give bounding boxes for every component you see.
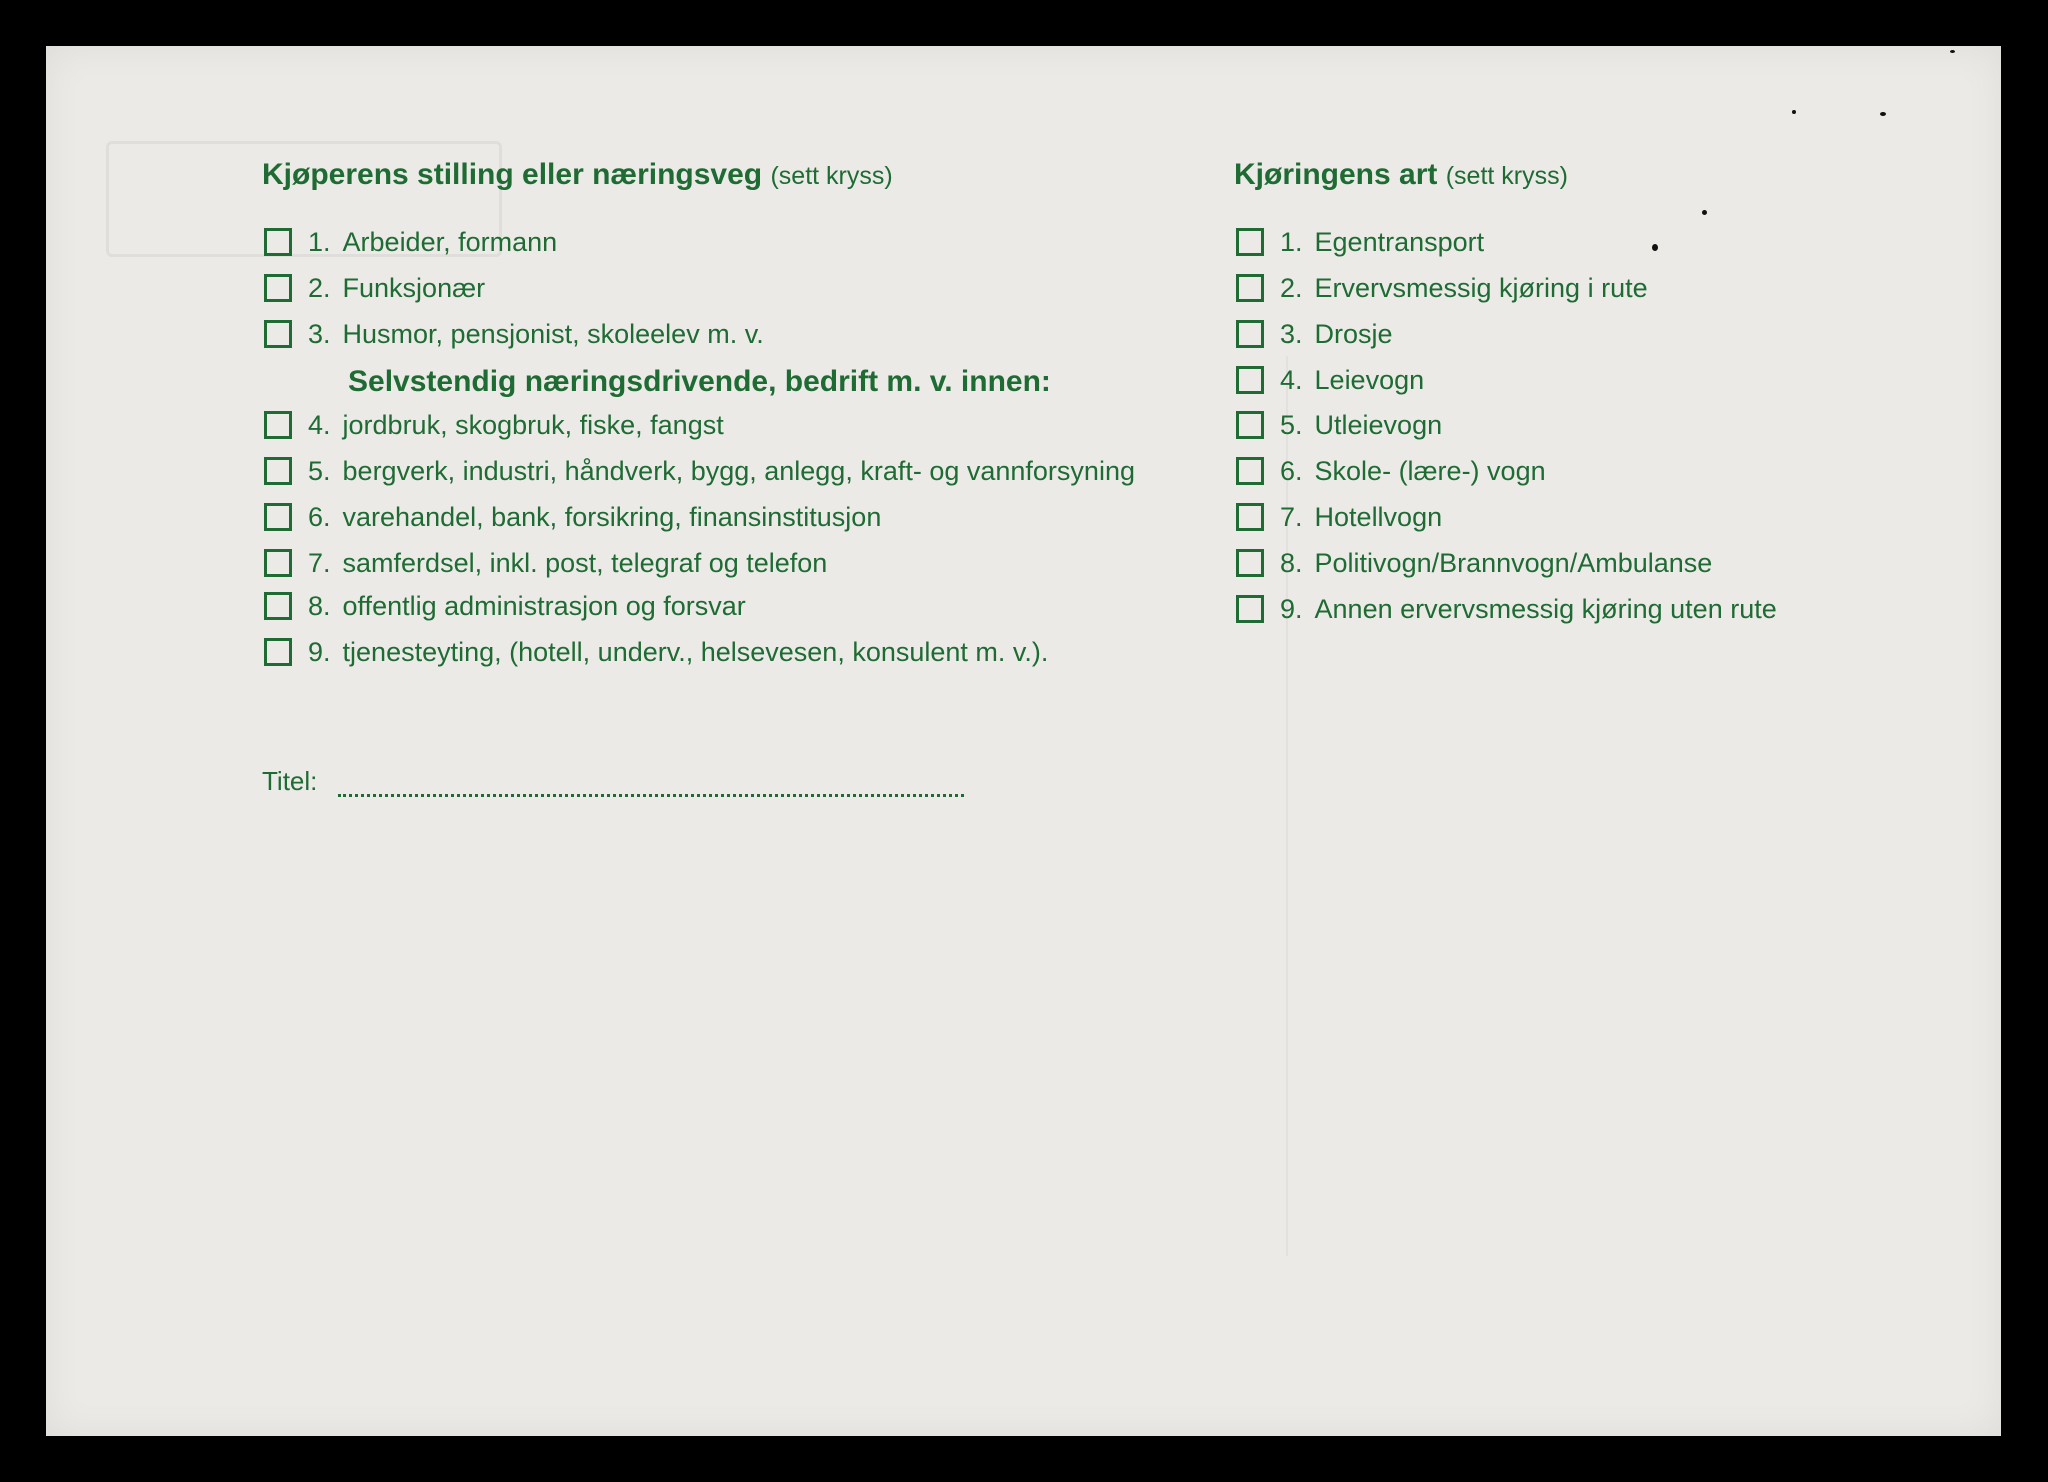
option-number: 1. (308, 226, 331, 257)
option-number: 9. (308, 636, 331, 667)
driving-option-1[interactable] (1236, 222, 1484, 262)
checkbox[interactable] (1236, 366, 1264, 394)
checkbox[interactable] (1236, 411, 1264, 439)
option-number: 6. (1280, 455, 1303, 486)
scan-speck (1950, 50, 1955, 53)
option-label: Politivogn/Brannvogn/Ambulanse (1314, 547, 1713, 578)
option-number: 4. (1280, 364, 1303, 395)
option-label: Arbeider, formann (342, 226, 558, 257)
option-label: Husmor, pensjonist, skoleelev m. v. (342, 318, 764, 349)
buyer-option-4[interactable] (264, 405, 724, 445)
checkbox[interactable] (264, 228, 292, 256)
buyer-option-5[interactable] (264, 451, 1135, 491)
option-label: Funksjonær (342, 272, 486, 303)
buyer-section-title (262, 158, 893, 192)
checkbox[interactable] (264, 457, 292, 485)
checkbox[interactable] (264, 320, 292, 348)
scan-speck (1652, 244, 1658, 251)
option-number: 5. (1280, 409, 1303, 440)
checkbox[interactable] (1236, 274, 1264, 302)
option-number: 7. (308, 547, 331, 578)
option-label: tjenesteyting, (hotell, underv., helsevesen, konsulent m. v.). (342, 636, 1049, 667)
buyer-option-7[interactable] (264, 543, 827, 583)
scan-speck (1702, 210, 1707, 215)
driving-section-hint: (sett kryss) (1445, 162, 1568, 190)
option-label: varehandel, bank, forsikring, finansinstitusjon (342, 501, 882, 532)
checkbox[interactable] (1236, 320, 1264, 348)
option-number: 2. (1280, 272, 1303, 303)
buyer-option-8[interactable] (264, 586, 746, 626)
option-label: bergverk, industri, håndverk, bygg, anlegg, kraft- og vannforsyning (342, 455, 1135, 486)
titel-label: Titel: (262, 766, 318, 796)
option-label: Egentransport (1314, 226, 1485, 257)
option-label: jordbruk, skogbruk, fiske, fangst (342, 409, 724, 440)
option-number: 5. (308, 455, 331, 486)
checkbox[interactable] (1236, 549, 1264, 577)
driving-option-3[interactable] (1236, 314, 1393, 354)
option-label: Utleievogn (1314, 409, 1443, 440)
driving-option-9[interactable] (1236, 589, 1777, 629)
buyer-option-9[interactable] (264, 632, 1048, 672)
checkbox[interactable] (1236, 595, 1264, 623)
bleed-through-rule (1286, 356, 1928, 1256)
business-subheading: Selvstendig næringsdrivende, bedrift m. v. innen: (348, 365, 1051, 398)
titel-input-line[interactable] (338, 794, 964, 797)
option-label: Hotellvogn (1314, 501, 1443, 532)
driving-option-6[interactable] (1236, 451, 1546, 491)
driving-option-5[interactable] (1236, 405, 1442, 445)
option-number: 6. (308, 501, 331, 532)
checkbox[interactable] (1236, 503, 1264, 531)
option-label: Skole- (lære-) vogn (1314, 455, 1546, 486)
option-label: offentlig administrasjon og forsvar (342, 590, 746, 621)
driving-section-title (1234, 158, 1568, 192)
buyer-option-2[interactable] (264, 268, 485, 308)
checkbox[interactable] (264, 549, 292, 577)
driving-option-2[interactable] (1236, 268, 1648, 308)
option-number: 3. (308, 318, 331, 349)
buyer-section-hint: (sett kryss) (770, 162, 893, 190)
option-number: 2. (308, 272, 331, 303)
checkbox[interactable] (1236, 228, 1264, 256)
option-label: Drosje (1314, 318, 1393, 349)
buyer-section-title-text: Kjøperens stilling eller næringsveg (262, 158, 763, 191)
option-label: samferdsel, inkl. post, telegraf og telefon (342, 547, 828, 578)
option-number: 3. (1280, 318, 1303, 349)
option-number: 1. (1280, 226, 1303, 257)
scan-speck (1792, 110, 1796, 114)
option-number: 9. (1280, 593, 1303, 624)
checkbox[interactable] (264, 638, 292, 666)
driving-option-7[interactable] (1236, 497, 1442, 537)
checkbox[interactable] (264, 503, 292, 531)
checkbox[interactable] (264, 592, 292, 620)
option-number: 7. (1280, 501, 1303, 532)
option-label: Leievogn (1314, 364, 1425, 395)
option-number: 8. (308, 590, 331, 621)
option-number: 8. (1280, 547, 1303, 578)
checkbox[interactable] (264, 274, 292, 302)
option-label: Ervervsmessig kjøring i rute (1314, 272, 1648, 303)
driving-section-title-text: Kjøringens art (1234, 158, 1438, 191)
driving-option-4[interactable] (1236, 360, 1424, 400)
checkbox[interactable] (1236, 457, 1264, 485)
buyer-option-3[interactable] (264, 314, 764, 354)
buyer-option-6[interactable] (264, 497, 881, 537)
option-number: 4. (308, 409, 331, 440)
option-label: Annen ervervsmessig kjøring uten rute (1314, 593, 1777, 624)
buyer-option-1[interactable] (264, 222, 557, 262)
checkbox[interactable] (264, 411, 292, 439)
driving-option-8[interactable] (1236, 543, 1712, 583)
scan-speck (1880, 112, 1886, 116)
